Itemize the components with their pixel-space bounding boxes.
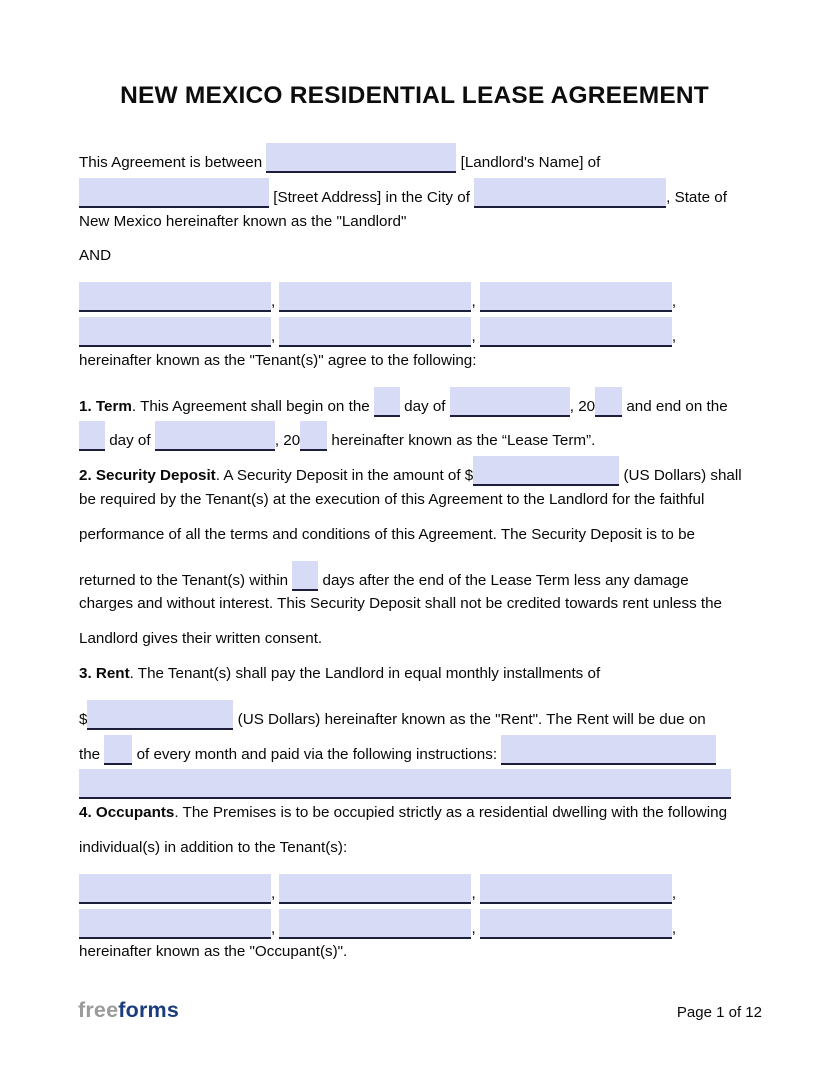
tenant-4-field[interactable] (79, 317, 271, 347)
rent-amount-field[interactable] (87, 700, 233, 730)
text-line (79, 839, 750, 874)
tenant-6-field[interactable] (480, 317, 672, 347)
text-segment: , State of (666, 188, 727, 206)
text-line (79, 317, 750, 352)
section-heading: 3. Rent (79, 664, 130, 682)
text-line (79, 352, 750, 387)
document-header (79, 0, 750, 109)
text-segment: Landlord gives their written consent. (79, 630, 323, 648)
text-segment: hereinafter known as the “Lease Term”. (327, 432, 596, 450)
text-segment: New Mexico hereinafter known as the "Landlord" (79, 212, 407, 230)
street-address-field[interactable] (79, 178, 269, 208)
page-title: NEW MEXICO RESIDENTIAL LEASE AGREEMENT (120, 82, 709, 109)
text-line (79, 561, 750, 596)
payment-instructions-cont-field[interactable] (79, 769, 731, 799)
term-end-year-field[interactable] (300, 421, 327, 451)
occupant-2-field[interactable] (279, 874, 471, 904)
occupant-6-field[interactable] (480, 909, 672, 939)
deposit-return-days-field[interactable] (292, 561, 318, 591)
text-segment: . The Tenant(s) shall pay the Landlord in equal monthly installments of (129, 664, 601, 682)
text-line (79, 178, 750, 213)
text-segment: days after the end of the Lease Term less any damage (318, 571, 689, 589)
freeforms-logo (78, 998, 179, 1023)
term-start-day-field[interactable] (374, 387, 400, 417)
section-heading: 4. Occupants (79, 804, 175, 822)
tenant-3-field[interactable] (480, 282, 672, 312)
text-line (79, 282, 750, 317)
text-segment: . The Premises is to be occupied strictly as a residential dwelling with the following (174, 804, 728, 822)
section-heading: 2. Security Deposit (79, 467, 216, 485)
occupant-1-field[interactable] (79, 874, 271, 904)
brand-forms-text: forms (118, 998, 179, 1022)
text-segment: charges and without interest. This Security Deposit shall not be credited towards rent unless the (79, 595, 722, 613)
rent-due-day-field[interactable] (104, 735, 132, 765)
text-segment: , (671, 884, 677, 902)
text-segment: , (471, 293, 480, 311)
text-segment: hereinafter known as the "Occupant(s)". (79, 943, 348, 961)
text-segment: , (271, 919, 280, 937)
text-segment: . A Security Deposit in the amount of $ (215, 467, 474, 485)
section-heading: 1. Term (79, 397, 132, 415)
text-segment: , (471, 327, 480, 345)
text-segment: , (471, 884, 480, 902)
text-segment: and end on the (622, 397, 728, 415)
term-start-month-field[interactable] (450, 387, 570, 417)
text-segment: hereinafter known as the "Tenant(s)" agree to the following: (79, 351, 477, 369)
text-line (79, 665, 750, 700)
text-line (79, 456, 750, 491)
text-segment: performance of all the terms and conditions of this Agreement. The Security Deposit is to be (79, 525, 695, 543)
city-field[interactable] (474, 178, 666, 208)
occupant-5-field[interactable] (279, 909, 471, 939)
security-deposit-amount-field[interactable] (473, 456, 619, 486)
text-segment: , (671, 293, 677, 311)
occupant-4-field[interactable] (79, 909, 271, 939)
payment-instructions-field[interactable] (501, 735, 716, 765)
text-segment: $ (79, 710, 88, 728)
text-line (79, 943, 750, 978)
text-segment: , (271, 293, 280, 311)
text-segment: , (271, 327, 280, 345)
text-segment: [Landlord's Name] of (456, 154, 601, 171)
text-line (79, 213, 750, 248)
text-line (79, 874, 750, 909)
text-line (79, 143, 750, 178)
text-segment: the (79, 745, 105, 763)
document-body (79, 143, 750, 978)
term-end-month-field[interactable] (155, 421, 275, 451)
term-end-day-field[interactable] (79, 421, 105, 451)
term-start-year-field[interactable] (595, 387, 622, 417)
text-line (79, 700, 750, 735)
page-footer (78, 998, 762, 1023)
text-line (79, 247, 750, 282)
text-line (79, 804, 750, 839)
text-line (79, 735, 750, 770)
text-line (79, 387, 750, 422)
text-segment: day of (105, 432, 155, 450)
text-segment: , 20 (569, 397, 596, 415)
text-segment: , (471, 919, 480, 937)
text-segment: returned to the Tenant(s) within (79, 571, 293, 589)
text-segment: , (671, 327, 677, 345)
tenant-5-field[interactable] (279, 317, 471, 347)
landlord-name-field[interactable] (266, 143, 456, 173)
page-indicator: Page 1 of 12 (676, 1004, 762, 1021)
text-line (79, 769, 750, 804)
text-segment: AND (79, 247, 112, 265)
text-segment: individual(s) in addition to the Tenant(s): (79, 838, 348, 856)
text-segment: , (271, 884, 280, 902)
text-segment: . This Agreement shall begin on the (131, 397, 374, 415)
brand-free-text: free (78, 998, 119, 1022)
text-line (79, 595, 750, 630)
text-segment: day of (399, 397, 450, 415)
tenant-2-field[interactable] (279, 282, 471, 312)
text-segment: , 20 (274, 432, 301, 450)
text-line (79, 630, 750, 665)
tenant-1-field[interactable] (79, 282, 271, 312)
text-segment: be required by the Tenant(s) at the execution of this Agreement to the Landlord for the faithful (79, 490, 705, 508)
text-line (79, 491, 750, 526)
text-segment: (US Dollars) shall (619, 467, 742, 485)
occupant-3-field[interactable] (480, 874, 672, 904)
text-line (79, 909, 750, 944)
text-segment: (US Dollars) hereinafter known as the "Rent". The Rent will be due on (233, 710, 706, 728)
text-line (79, 421, 750, 456)
text-line (79, 526, 750, 561)
text-segment: , (671, 919, 677, 937)
text-segment: of every month and paid via the following instructions: (132, 745, 502, 763)
text-segment: [Street Address] in the City of (269, 188, 475, 206)
text-segment: This Agreement is between (79, 154, 267, 171)
